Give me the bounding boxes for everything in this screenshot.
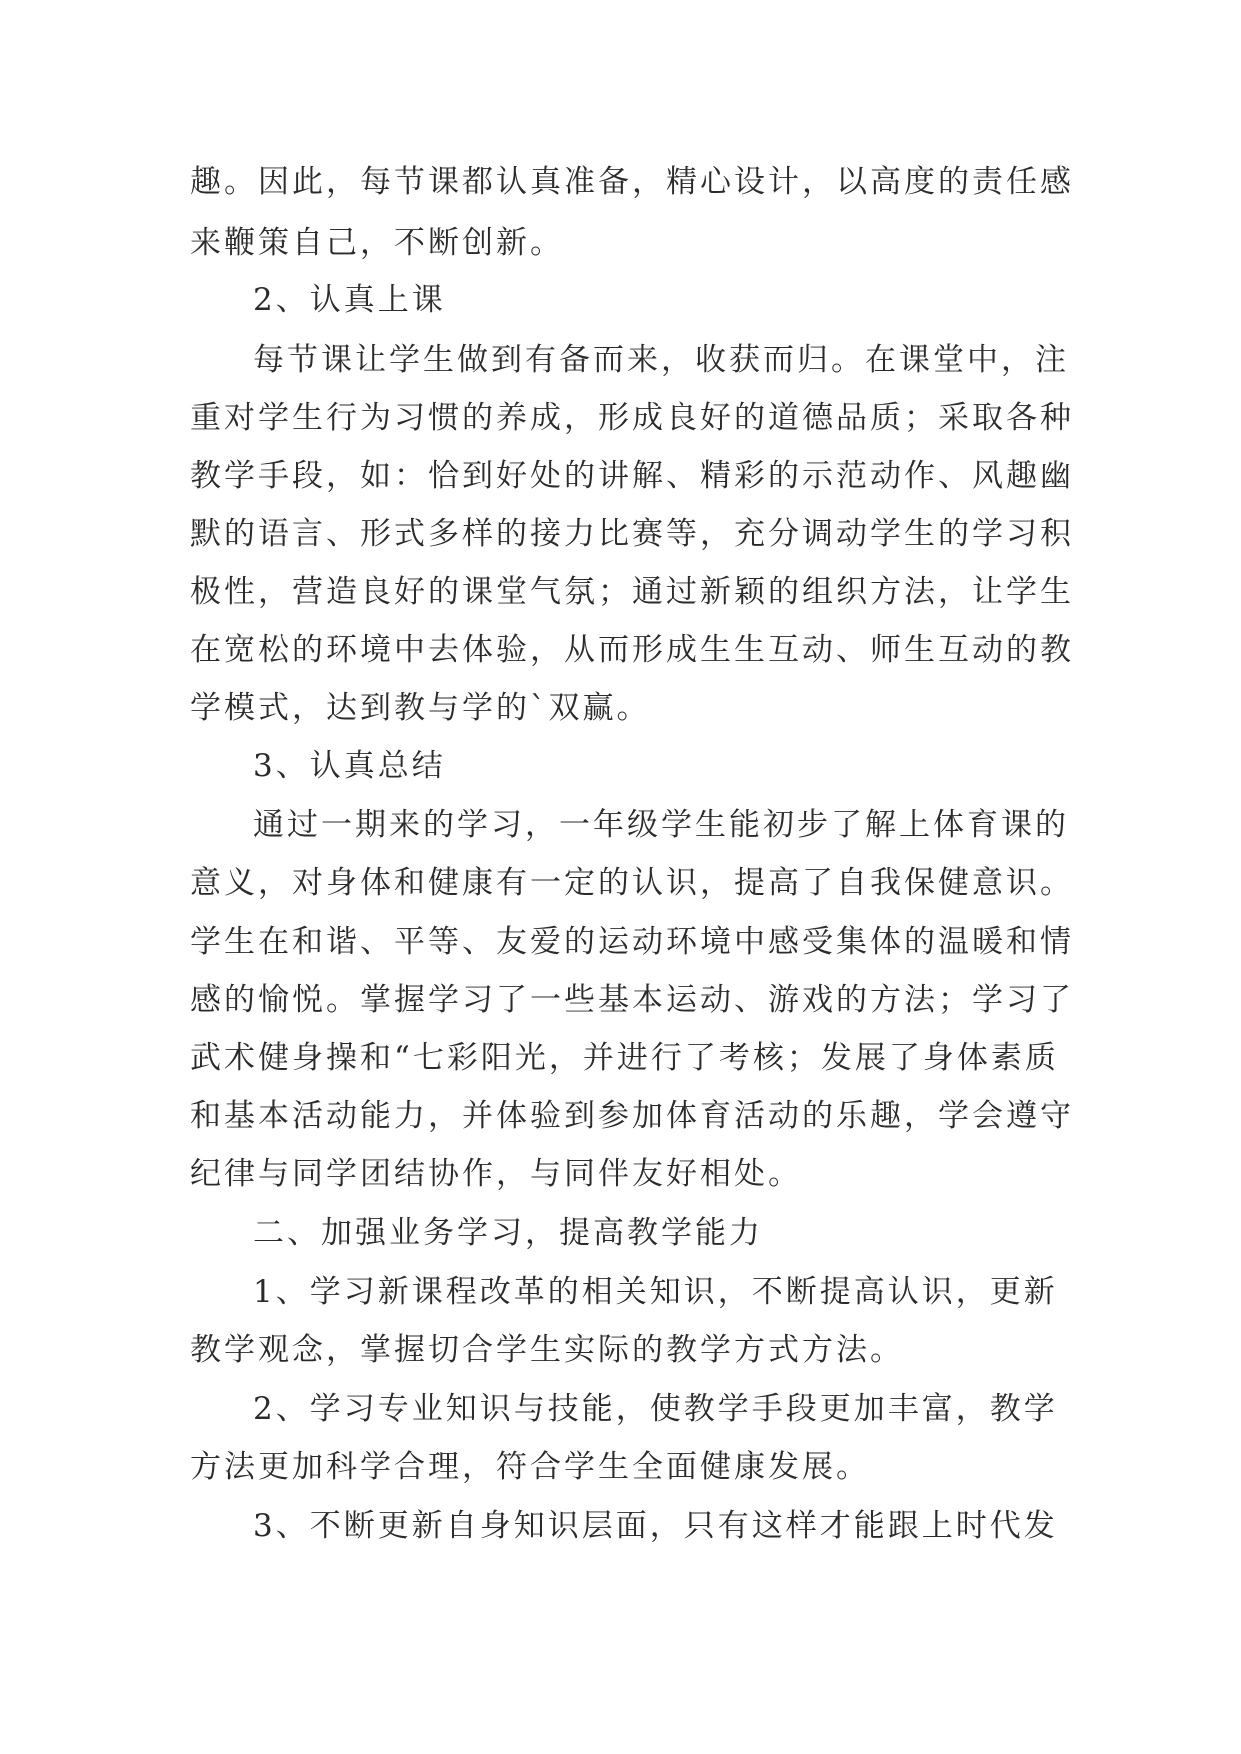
text-line: 武术健身操和“七彩阳光，并进行了考核；发展了身体素质	[190, 1040, 1059, 1076]
text-line: 学模式，达到教与学的`双赢。	[190, 690, 651, 726]
text-line: 极性，营造良好的课堂气氛；通过新颖的组织方法，让学生	[190, 574, 1074, 610]
text-line: 在宽松的环境中去体验，从而形成生生互动、师生互动的教	[190, 632, 1074, 668]
text-line: 纪律与同学团结协作，与同伴友好相处。	[190, 1156, 802, 1192]
text-line: 1、学习新课程改革的相关知识，不断提高认识，更新	[253, 1274, 1058, 1310]
section-heading: 2、认真上课	[253, 282, 446, 318]
text-line: 和基本活动能力，并体验到参加体育活动的乐趣，学会遵守	[190, 1098, 1074, 1134]
text-line: 2、学习专业知识与技能，使教学手段更加丰富，教学	[253, 1391, 1058, 1427]
text-line: 默的语言、形式多样的接力比赛等，充分调动学生的学习积	[190, 516, 1074, 552]
text-line: 重对学生行为习惯的养成，形成良好的道德品质；采取各种	[190, 400, 1074, 436]
text-line: 教学观念，掌握切合学生实际的教学方式方法。	[190, 1332, 904, 1368]
text-line: 3、不断更新自身知识层面，只有这样才能跟上时代发	[253, 1508, 1058, 1544]
section-heading: 3、认真总结	[253, 748, 446, 784]
section-heading: 二、加强业务学习，提高教学能力	[253, 1215, 763, 1251]
text-line: 来鞭策自己，不断创新。	[190, 225, 564, 261]
text-line: 通过一期来的学习，一年级学生能初步了解上体育课的	[253, 807, 1069, 843]
text-line: 每节课让学生做到有备而来，收获而归。在课堂中，注	[253, 342, 1069, 378]
text-line: 教学手段，如：恰到好处的讲解、精彩的示范动作、风趣幽	[190, 458, 1074, 494]
text-line: 感的愉悦。掌握学习了一些基本运动、游戏的方法；学习了	[190, 982, 1074, 1018]
text-line: 趣。因此，每节课都认真准备，精心设计，以高度的责任感	[190, 164, 1074, 200]
text-line: 方法更加科学合理，符合学生全面健康发展。	[190, 1449, 870, 1485]
text-line: 意义，对身体和健康有一定的认识，提高了自我保健意识。	[190, 865, 1074, 901]
text-line: 学生在和谐、平等、友爱的运动环境中感受集体的温暖和情	[190, 924, 1074, 960]
